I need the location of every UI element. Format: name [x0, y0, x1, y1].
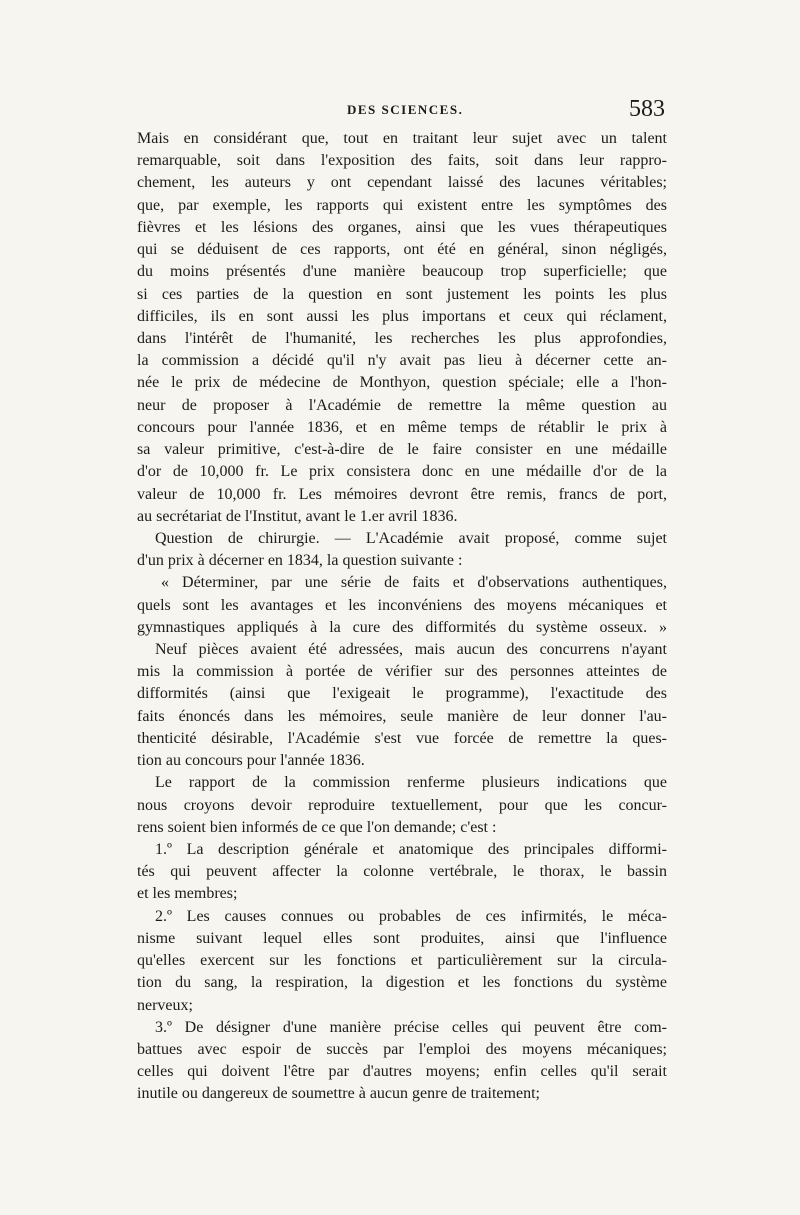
text-line: nous croyons devoir reproduire textuellement, pour que les concur- — [137, 796, 667, 814]
text-line: quels sont les avantages et les inconvéniens des moyens mécaniques et — [137, 596, 667, 614]
text-line: si ces parties de la question en sont justement les points les plus — [137, 285, 667, 303]
text-line: sa valeur primitive, c'est-à-dire de le faire consister en une médaille — [137, 441, 667, 459]
page-header — [137, 96, 665, 126]
text-line: concours pour l'année 1836, et en même temps de rétablir le prix à — [137, 418, 667, 436]
text-line: tion du sang, la respiration, la digestion et les fonctions du système — [137, 974, 667, 992]
text-line: difficiles, ils en sont aussi les plus importans et ceux qui réclament, — [137, 307, 667, 325]
text-line: 3.º De désigner d'une manière précise celles qui peuvent être com- — [155, 1018, 667, 1036]
text-line: faits énoncés dans les mémoires, seule manière de leur donner l'au- — [137, 707, 667, 725]
running-title: DES SCIENCES. — [347, 102, 464, 117]
text-line: gymnastiques appliqués à la cure des difformités du système osseux. » — [137, 618, 667, 636]
text-line: du moins présentés d'une manière beaucoup trop superficielle; que — [137, 263, 667, 281]
text-line: fièvres et les lésions des organes, ainsi que les vues thérapeutiques — [137, 218, 667, 236]
text-line: mis la commission à portée de vérifier sur des personnes atteintes de — [137, 663, 667, 681]
text-line: nisme suivant lequel elles sont produites, ainsi que l'influence — [137, 929, 667, 947]
body-text — [137, 128, 667, 1106]
text-line: Le rapport de la commission renferme plusieurs indications que — [155, 774, 667, 792]
text-line: et les membres; — [137, 885, 238, 903]
text-line: d'or de 10,000 fr. Le prix consistera donc en une médaille d'or de la — [137, 463, 667, 481]
text-line: d'un prix à décerner en 1834, la question suivante : — [137, 552, 463, 570]
text-line: tés qui peuvent affecter la colonne vertébrale, le thorax, le bassin — [137, 863, 667, 881]
text-line: remarquable, soit dans l'exposition des faits, soit dans leur rappro- — [137, 152, 667, 170]
text-line: celles qui doivent l'être par d'autres moyens; enfin celles qu'il serait — [137, 1063, 667, 1081]
text-line: nerveux; — [137, 996, 193, 1014]
text-line: « Déterminer, par une série de faits et d'observations authentiques, — [161, 574, 667, 592]
text-line: au secrétariat de l'Institut, avant le 1.er avril 1836. — [137, 507, 458, 525]
text-line: qu'elles exercent sur les fonctions et particulièrement sur la circula- — [137, 952, 667, 970]
text-line: chement, les auteurs y ont cependant laissé des lacunes véritables; — [137, 174, 667, 192]
text-line: difformités (ainsi que l'exigeait le programme), l'exactitude des — [137, 685, 667, 703]
text-line: Neuf pièces avaient été adressées, mais aucun des concurrens n'ayant — [155, 641, 667, 659]
text-line: qui se déduisent de ces rapports, ont été en général, sinon négligés, — [137, 241, 667, 259]
text-line: 2.º Les causes connues ou probables de ces infirmités, le méca- — [155, 907, 667, 925]
text-line: valeur de 10,000 fr. Les mémoires devront être remis, francs de port, — [137, 485, 667, 503]
text-line: 1.º La description générale et anatomique des principales difformi- — [155, 841, 667, 858]
text-line: rens soient bien informés de ce que l'on demande; c'est : — [137, 818, 497, 836]
text-line: battues avec espoir de succès par l'emploi des moyens mécaniques; — [137, 1040, 667, 1058]
text-line: Question de chirurgie. — L'Académie avait proposé, comme sujet — [155, 529, 667, 547]
text-line: la commission a décidé qu'il n'y avait pas lieu à décerner cette an- — [137, 352, 667, 370]
text-line: Mais en considérant que, tout en traitant leur sujet avec un talent — [137, 130, 667, 147]
text-line: dans l'intérêt de l'humanité, les recherches les plus approfondies, — [137, 329, 667, 347]
text-line: tion au concours pour l'année 1836. — [137, 752, 365, 770]
text-line: que, par exemple, les rapports qui existent entre les symptômes des — [137, 196, 667, 214]
text-line: thenticité désirable, l'Académie s'est vue forcée de remettre la ques- — [137, 729, 667, 747]
text-line: inutile ou dangereux de soumettre à aucun genre de traitement; — [137, 1085, 540, 1103]
page-number: 583 — [629, 96, 665, 122]
text-line: née le prix de médecine de Monthyon, question spéciale; elle a l'hon- — [137, 374, 667, 392]
text-line: neur de proposer à l'Académie de remettre la même question au — [137, 396, 667, 414]
